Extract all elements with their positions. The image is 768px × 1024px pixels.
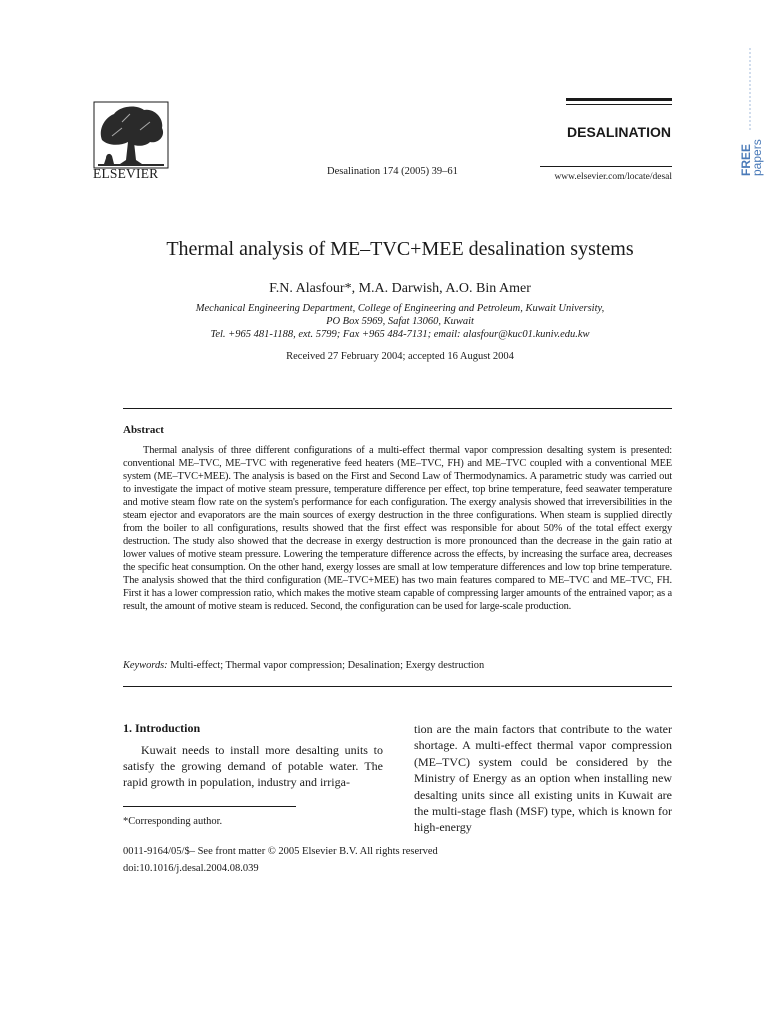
keywords-list: Multi-effect; Thermal vapor compression; Desalination; Exergy destruction	[170, 660, 485, 671]
free-papers-watermark	[736, 46, 764, 176]
journal-citation: Desalination 174 (2005) 39–61	[327, 166, 458, 177]
affiliation-line-1: Mechanical Engineering Department, College of Engineering and Petroleum, Kuwait University,	[195, 303, 605, 314]
intro-heading: 1. Introduction	[123, 721, 201, 735]
paper-authors: F.N. Alasfour*, M.A. Darwish, A.O. Bin Amer	[269, 281, 531, 296]
journal-rule-top	[566, 98, 672, 101]
affiliation-line-2: PO Box 5969, Safat 13060, Kuwait	[326, 316, 474, 327]
journal-url-link[interactable]: www.elsevier.com/locate/desal	[554, 172, 672, 182]
doi-link[interactable]: doi:10.1016/j.desal.2004.08.039	[123, 863, 259, 874]
elsevier-tree-logo	[92, 100, 170, 170]
keywords-line	[123, 660, 672, 671]
abstract-heading: Abstract	[123, 424, 164, 436]
watermark-word-free: FREE	[739, 143, 753, 176]
author-affiliation	[40, 302, 760, 341]
affiliation-contact: Tel. +965 481-1188, ext. 5799; Fax +965 484-7131; email: alasfour@kuc01.kuniv.edu.kw	[210, 329, 590, 340]
issn-copyright: 0011-9164/05/$– See front matter © 2005 Elsevier B.V. All rights reserved	[123, 846, 438, 857]
intro-left-column: Kuwait needs to install more desalting units to satisfy the growing demand of potable water. The rapid growth in population, industry and irriga-	[123, 743, 383, 789]
abstract-top-rule	[123, 408, 672, 409]
journal-rule-bottom	[540, 166, 672, 167]
footnote-rule	[123, 806, 296, 807]
received-dates: Received 27 February 2004; accepted 16 August 2004	[286, 351, 514, 362]
journal-rule-second	[566, 104, 672, 105]
publisher-name: ELSEVIER	[93, 166, 159, 181]
intro-right-column: tion are the main factors that contribute to the water shortage. A multi-effect thermal vapor compression (ME–TVC) system could be considered by the Ministry of Energy as an option when installing new desalting units since all existing units in Kuwait are the multi-stage flash (MSF) type, which is known for high-energy	[414, 722, 672, 835]
paper-title: Thermal analysis of ME–TVC+MEE desalination systems	[166, 238, 634, 260]
corresponding-author-footnote: *Corresponding author.	[123, 816, 223, 827]
abstract-body: Thermal analysis of three different configurations of a multi-effect thermal vapor compression desalting system is presented: conventional ME–TVC, ME–TVC with regenerative feed heaters (ME–TVC, FH) and ME–TVC coupled with a conventional MEE system (ME–TVC+MEE). The analysis is based on the First and Second Law of Thermodynamics. A parametric study was carried out to investigate the impact of motive steam pressure, temperature difference per effect, top brine temperature, feed seawater temperature and motive steam flow rate on the system's performance for each configuration. The exergy analysis showed that irreversibilities in the steam ejector and evaporators are the main sources of exergy destruction in the three configurations. When steam is supplied directly from the boiler to all configurations, results showed that the first effect was responsible for about 50% of the total effect exergy destruction. The study also showed that the decrease in exergy destruction is more pronounced than the decrease in the gain ratio at lower values of motive steam pressure. Lowering the temperature difference across the effects, by increasing the surface area, decreases the specific heat consumption. On the other hand, exergy losses are small at low temperature differences and low top brine temperature. The analysis showed that the third configuration (ME–TVC+MEE) has two main features compared to ME–TVC and ME–TVC, FH. First it has a lower compression ratio, which makes the motive steam capable of compressing larger amounts of the entrained vapor; as a result, the amount of motive steam is reduced. Second, the configuration can be used for large-scale production.	[123, 445, 672, 612]
abstract-bottom-rule	[123, 686, 672, 687]
keywords-label: Keywords:	[123, 660, 168, 671]
watermark-word-papers: papers	[750, 139, 764, 176]
journal-name: DESALINATION	[567, 124, 671, 140]
